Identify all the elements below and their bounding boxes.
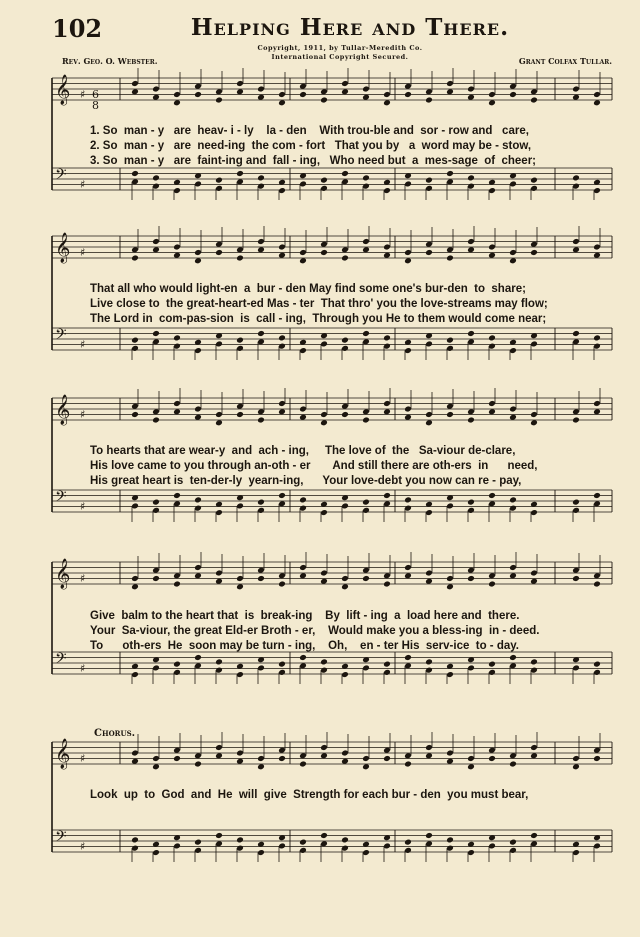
lyric-line: To oth-ers He soon may be turn - ing, Oh, en - ter His serv-ice to - day. [90,640,519,652]
note-head [236,411,244,418]
note-head [341,411,349,418]
note-head [131,170,139,177]
note-head [530,97,538,104]
note-head [320,832,328,839]
bass-clef: 𝄢 [55,166,67,187]
note-head [467,174,475,181]
key-signature-sharp: ♯ [80,752,86,765]
hymn-title: Helping Here and There. [190,14,510,41]
note-head [404,839,412,846]
note-head [257,499,265,506]
lyrics-system-2 [90,282,610,327]
note-head [278,755,286,762]
note-head [131,337,139,344]
note-head [173,492,181,499]
note-head [446,255,454,262]
note-head [509,91,517,98]
note-head [131,411,139,418]
key-signature-sharp: ♯ [80,572,86,585]
note-head [467,330,475,337]
copyright-line: International Copyright Secured. [271,53,409,61]
lyric-line: Your Sa-viour, the great Eld-er Broth - er, Would make you a bless-ing in - deed. [90,625,540,637]
key-signature-sharp: ♯ [80,840,86,853]
note-head [509,839,517,846]
note-head [404,761,412,768]
note-head [236,170,244,177]
lyrics-system-4 [90,609,610,654]
key-signature-sharp: ♯ [80,178,86,191]
note-head [467,417,475,424]
note-head [341,337,349,344]
note-head [299,91,307,98]
note-head [173,334,181,341]
note-head [530,832,538,839]
treble-clef: 𝄞 [55,395,71,425]
note-head [488,334,496,341]
note-head [572,174,580,181]
note-head [320,658,328,665]
note-head [341,836,349,843]
note-head [509,654,517,661]
time-signature-top: 6 [92,88,99,101]
note-head [194,91,202,98]
lyric-line: Live close to the great-heart-ed Mas - ter That thro' you the love-streams may flow; [90,298,548,310]
note-head [383,755,391,762]
lyrics-system-3 [90,444,610,489]
note-head [572,499,580,506]
note-head [488,755,496,762]
note-head [572,330,580,337]
note-head [215,177,223,184]
note-head [425,658,433,665]
note-head [152,174,160,181]
key-signature-sharp: ♯ [80,88,86,101]
note-head [383,492,391,499]
note-head [320,97,328,104]
note-head [446,337,454,344]
note-head [194,839,202,846]
lyric-line: Look up to God and He will give Strength for each bur - den you must bear, [90,789,529,801]
note-head [341,170,349,177]
note-head [152,417,160,424]
note-head [257,417,265,424]
note-head [152,330,160,337]
time-signature-bottom: 8 [92,99,99,112]
copyright-notice [220,44,460,62]
note-head [488,492,496,499]
note-head [509,761,517,768]
note-head [488,661,496,668]
lyric-line: His great heart is ten-der-ly yearn-ing, Your love-debt you now can re - pay, [90,475,522,487]
lyric-line: 1. So man - y are heav- i - ly la - den With trou-ble and sor - row and care, [90,125,529,137]
treble-clef: 𝄞 [55,559,71,589]
key-signature-sharp: ♯ [80,246,86,259]
note-head [131,836,139,843]
note-head [425,177,433,184]
note-head [236,255,244,262]
note-head [341,255,349,262]
note-head [194,654,202,661]
lyric-line: His love came to you through an-oth - er And still there are oth-ers in need, [90,460,538,472]
note-head [362,330,370,337]
note-head [215,832,223,839]
treble-clef: 𝄞 [55,739,71,769]
page-number: 102 [52,14,103,43]
note-head [299,654,307,661]
note-head [278,334,286,341]
note-head [593,755,601,762]
note-head [215,249,223,256]
treble-clef: 𝄞 [55,75,71,105]
lyric-line: 3. So man - y are faint-ing and fall - ing, Who need but a mes-sage of cheer; [90,155,537,167]
lyrics-system-1 [90,124,610,169]
bass-clef: 𝄢 [55,326,67,347]
note-head [320,249,328,256]
lyrics-system-5 [90,788,610,803]
note-head [194,761,202,768]
lyricist-credit: Rev. Geo. O. Webster. [62,56,158,66]
note-head [278,492,286,499]
note-head [257,575,265,582]
note-head [362,499,370,506]
note-head [572,575,580,582]
note-head [467,575,475,582]
note-head [362,417,370,424]
note-head [425,249,433,256]
key-signature-sharp: ♯ [80,662,86,675]
note-head [362,174,370,181]
lyric-line: To hearts that are wear-y and ach - ing, The love of the Sa-viour de-clare, [90,445,516,457]
bass-clef: 𝄢 [55,488,67,509]
note-head [425,97,433,104]
note-head [299,839,307,846]
note-head [299,761,307,768]
note-head [593,661,601,668]
copyright-line: Copyright, 1911, by Tullar-Meredith Co. [257,44,423,52]
note-head [362,575,370,582]
note-head [215,658,223,665]
note-head [404,91,412,98]
lyric-line: The Lord in com-pas-sion is call - ing, Through you He to them would come near; [90,313,547,325]
note-head [383,334,391,341]
note-head [467,499,475,506]
note-head [257,330,265,337]
note-head [173,755,181,762]
note-head [320,177,328,184]
note-head [509,496,517,503]
note-head [131,255,139,262]
lyric-line: Give balm to the heart that is break-ing By lift - ing a load here and there. [90,610,520,622]
note-head [530,658,538,665]
note-head [299,496,307,503]
note-head [257,174,265,181]
note-head [404,654,412,661]
note-head [173,581,181,588]
key-signature-sharp: ♯ [80,338,86,351]
chorus-label: Chorus. [94,728,136,739]
note-head [152,499,160,506]
note-head [572,417,580,424]
lyric-line: That all who would light-en a bur - den May find some one's bur-den to share; [90,283,526,295]
note-head [404,496,412,503]
note-head [593,581,601,588]
note-head [593,492,601,499]
note-head [278,661,286,668]
note-head [530,249,538,256]
bass-clef: 𝄢 [55,650,67,671]
key-signature-sharp: ♯ [80,500,86,513]
note-head [425,832,433,839]
note-head [530,177,538,184]
note-head [446,836,454,843]
note-head [278,581,286,588]
note-head [383,581,391,588]
note-head [173,661,181,668]
composer-credit: Grant Colfax Tullar. [518,56,612,66]
note-head [593,334,601,341]
note-head [152,575,160,582]
note-head [488,581,496,588]
bass-clef: 𝄢 [55,828,67,849]
treble-clef: 𝄞 [55,233,71,263]
note-head [215,97,223,104]
note-head [446,170,454,177]
note-head [194,496,202,503]
note-head [236,337,244,344]
note-head [446,411,454,418]
note-head [383,661,391,668]
lyric-line: 2. So man - y are need-ing the com - fort That you by a word may be - stow, [90,140,532,152]
note-head [236,836,244,843]
key-signature-sharp: ♯ [80,408,86,421]
